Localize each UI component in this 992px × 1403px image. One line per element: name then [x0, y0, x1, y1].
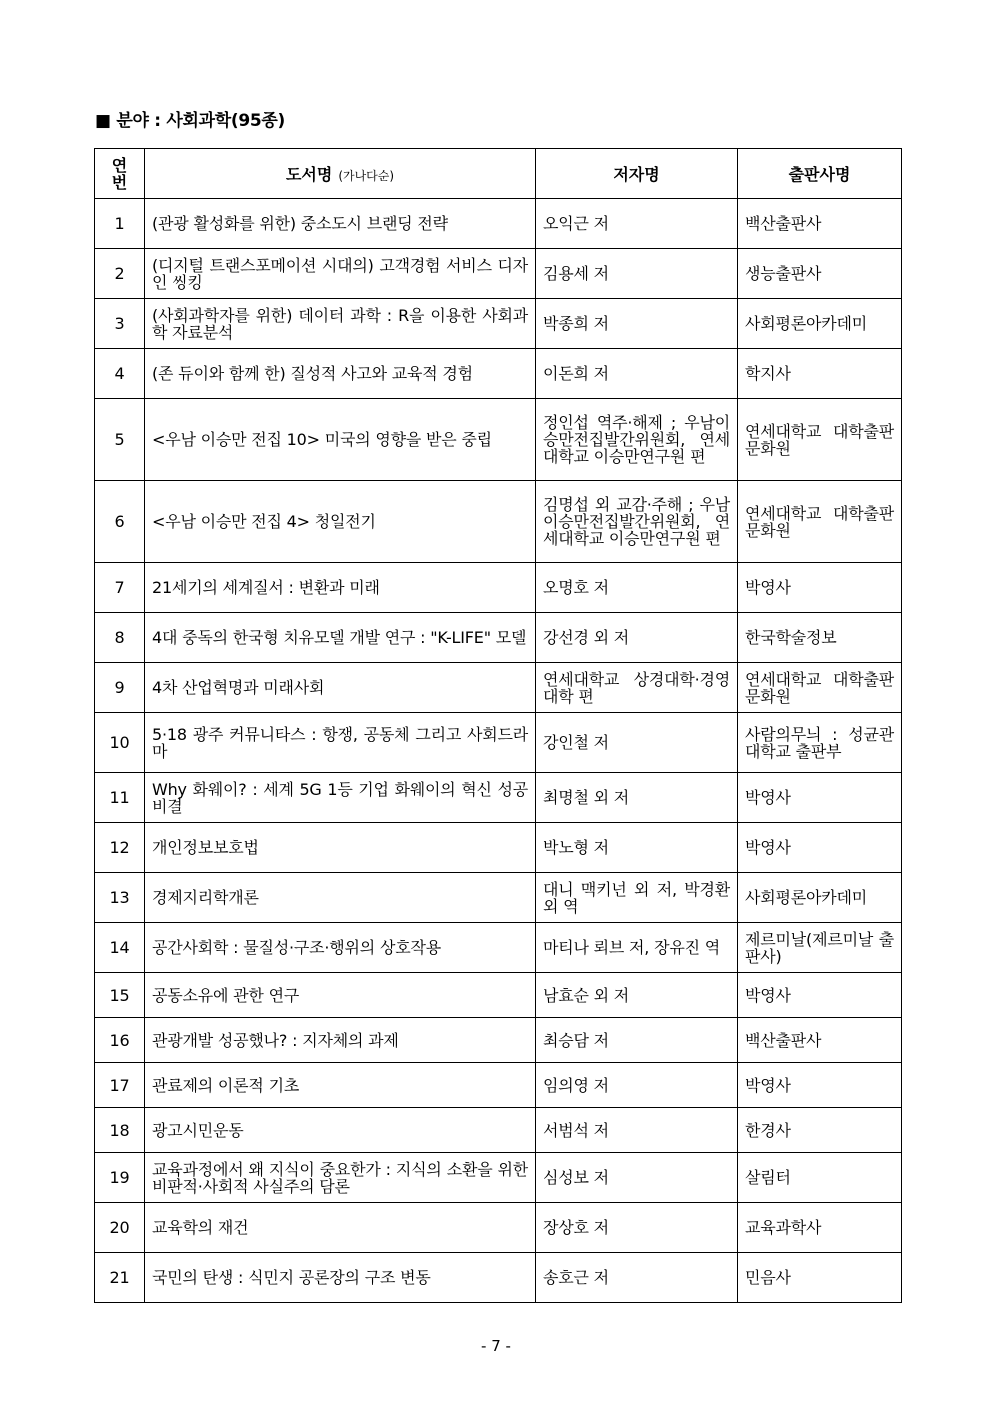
table-row	[95, 1203, 902, 1253]
cell-author: 남효순 외 저	[536, 973, 738, 1018]
table-row	[95, 563, 902, 613]
cell-no: 11	[95, 773, 145, 823]
table-row	[95, 923, 902, 973]
cell-publisher: 박영사	[738, 973, 902, 1018]
cell-title: <우남 이승만 전집 4> 청일전기	[145, 481, 536, 563]
page-number: - 7 -	[481, 1337, 511, 1355]
cell-title: 교육과정에서 왜 지식이 중요한가 : 지식의 소환을 위한 비판적·사회적 사실주의 담론	[145, 1153, 536, 1203]
cell-no: 3	[95, 299, 145, 349]
cell-publisher: 사회평론아카데미	[738, 873, 902, 923]
cell-title: 4차 산업혁명과 미래사회	[145, 663, 536, 713]
header-title: 도서명 (가나다순)	[145, 149, 536, 199]
cell-author: 이돈희 저	[536, 349, 738, 399]
cell-author: 오익근 저	[536, 199, 738, 249]
table-row	[95, 399, 902, 481]
cell-publisher: 연세대학교 대학출판문화원	[738, 399, 902, 481]
cell-publisher: 연세대학교 대학출판문화원	[738, 663, 902, 713]
cell-no: 5	[95, 399, 145, 481]
cell-no: 9	[95, 663, 145, 713]
cell-author: 강인철 저	[536, 713, 738, 773]
cell-publisher: 사회평론아카데미	[738, 299, 902, 349]
cell-no: 7	[95, 563, 145, 613]
cell-title: 광고시민운동	[145, 1108, 536, 1153]
section-heading	[95, 106, 285, 131]
cell-author: 박노형 저	[536, 823, 738, 873]
header-title-note: (가나다순)	[338, 169, 395, 183]
cell-no: 17	[95, 1063, 145, 1108]
table-row	[95, 199, 902, 249]
cell-no: 10	[95, 713, 145, 773]
cell-no: 20	[95, 1203, 145, 1253]
cell-no: 8	[95, 613, 145, 663]
header-author: 저자명	[536, 149, 738, 199]
table-row	[95, 1253, 902, 1303]
table-row	[95, 249, 902, 299]
cell-publisher: 박영사	[738, 1063, 902, 1108]
table-row	[95, 873, 902, 923]
cell-author: 서범석 저	[536, 1108, 738, 1153]
cell-publisher: 민음사	[738, 1253, 902, 1303]
cell-title: 5·18 광주 커뮤니타스 : 항쟁, 공동체 그리고 사회드라마	[145, 713, 536, 773]
square-bullet-icon: ■	[95, 111, 111, 131]
cell-title: 4대 중독의 한국형 치유모델 개발 연구 : "K-LIFE" 모델	[145, 613, 536, 663]
cell-publisher: 교육과학사	[738, 1203, 902, 1253]
cell-no: 13	[95, 873, 145, 923]
cell-author: 김용세 저	[536, 249, 738, 299]
cell-author: 박종희 저	[536, 299, 738, 349]
header-no-label: 연 번	[111, 155, 128, 192]
cell-title: 관광개발 성공했나? : 지자체의 과제	[145, 1018, 536, 1063]
table-row	[95, 823, 902, 873]
cell-no: 19	[95, 1153, 145, 1203]
table-row	[95, 1063, 902, 1108]
cell-author: 정인섭 역주·해제 ; 우남이승만전집발간위원회, 연세대학교 이승만연구원 편	[536, 399, 738, 481]
cell-no: 15	[95, 973, 145, 1018]
cell-publisher: 박영사	[738, 823, 902, 873]
cell-title: (관광 활성화를 위한) 중소도시 브랜딩 전략	[145, 199, 536, 249]
cell-author: 오명호 저	[536, 563, 738, 613]
cell-publisher: 제르미날(제르미날 출판사)	[738, 923, 902, 973]
cell-publisher: 박영사	[738, 773, 902, 823]
cell-author: 연세대학교 상경대학·경영대학 편	[536, 663, 738, 713]
cell-no: 18	[95, 1108, 145, 1153]
cell-author: 대니 맥키넌 외 저, 박경환 외 역	[536, 873, 738, 923]
cell-title: (존 듀이와 함께 한) 질성적 사고와 교육적 경험	[145, 349, 536, 399]
cell-title: (디지털 트랜스포메이션 시대의) 고객경험 서비스 디자인 씽킹	[145, 249, 536, 299]
cell-title: 공간사회학 : 물질성·구조·행위의 상호작용	[145, 923, 536, 973]
cell-no: 16	[95, 1018, 145, 1063]
cell-author: 강선경 외 저	[536, 613, 738, 663]
cell-no: 6	[95, 481, 145, 563]
cell-title: <우남 이승만 전집 10> 미국의 영향을 받은 중립	[145, 399, 536, 481]
table-row	[95, 713, 902, 773]
table-row	[95, 1108, 902, 1153]
table-row	[95, 349, 902, 399]
cell-title: Why 화웨이? : 세계 5G 1등 기업 화웨이의 혁신 성공비결	[145, 773, 536, 823]
cell-author: 마티나 뢰브 저, 장유진 역	[536, 923, 738, 973]
cell-title: 관료제의 이론적 기초	[145, 1063, 536, 1108]
cell-publisher: 사람의무늬 : 성균관대학교 출판부	[738, 713, 902, 773]
table-row	[95, 773, 902, 823]
cell-author: 김명섭 외 교감·주해 ; 우남이승만전집발간위원회, 연세대학교 이승만연구원 편	[536, 481, 738, 563]
cell-title: (사회과학자를 위한) 데이터 과학 : R을 이용한 사회과학 자료분석	[145, 299, 536, 349]
book-list-table	[94, 148, 902, 1303]
header-publisher: 출판사명	[738, 149, 902, 199]
cell-no: 21	[95, 1253, 145, 1303]
cell-no: 1	[95, 199, 145, 249]
table-header-row	[95, 149, 902, 199]
section-title: 분야 : 사회과학(95종)	[116, 111, 285, 131]
table-row	[95, 973, 902, 1018]
cell-publisher: 백산출판사	[738, 1018, 902, 1063]
table-row	[95, 1018, 902, 1063]
cell-publisher: 백산출판사	[738, 199, 902, 249]
cell-author: 최승담 저	[536, 1018, 738, 1063]
cell-publisher: 살림터	[738, 1153, 902, 1203]
cell-title: 개인정보보호법	[145, 823, 536, 873]
cell-publisher: 박영사	[738, 563, 902, 613]
cell-no: 4	[95, 349, 145, 399]
header-no	[95, 149, 145, 199]
table-row	[95, 1153, 902, 1203]
cell-publisher: 학지사	[738, 349, 902, 399]
cell-author: 최명철 외 저	[536, 773, 738, 823]
cell-title: 공동소유에 관한 연구	[145, 973, 536, 1018]
cell-title: 경제지리학개론	[145, 873, 536, 923]
cell-publisher: 생능출판사	[738, 249, 902, 299]
cell-author: 송호근 저	[536, 1253, 738, 1303]
table-row	[95, 663, 902, 713]
cell-title: 교육학의 재건	[145, 1203, 536, 1253]
table-row	[95, 481, 902, 563]
cell-author: 장상호 저	[536, 1203, 738, 1253]
cell-author: 임의영 저	[536, 1063, 738, 1108]
cell-publisher: 연세대학교 대학출판문화원	[738, 481, 902, 563]
cell-no: 14	[95, 923, 145, 973]
cell-publisher: 한국학술정보	[738, 613, 902, 663]
cell-title: 국민의 탄생 : 식민지 공론장의 구조 변동	[145, 1253, 536, 1303]
table-row	[95, 299, 902, 349]
cell-publisher: 한경사	[738, 1108, 902, 1153]
cell-title: 21세기의 세계질서 : 변환과 미래	[145, 563, 536, 613]
cell-no: 12	[95, 823, 145, 873]
cell-no: 2	[95, 249, 145, 299]
cell-author: 심성보 저	[536, 1153, 738, 1203]
table-row	[95, 613, 902, 663]
